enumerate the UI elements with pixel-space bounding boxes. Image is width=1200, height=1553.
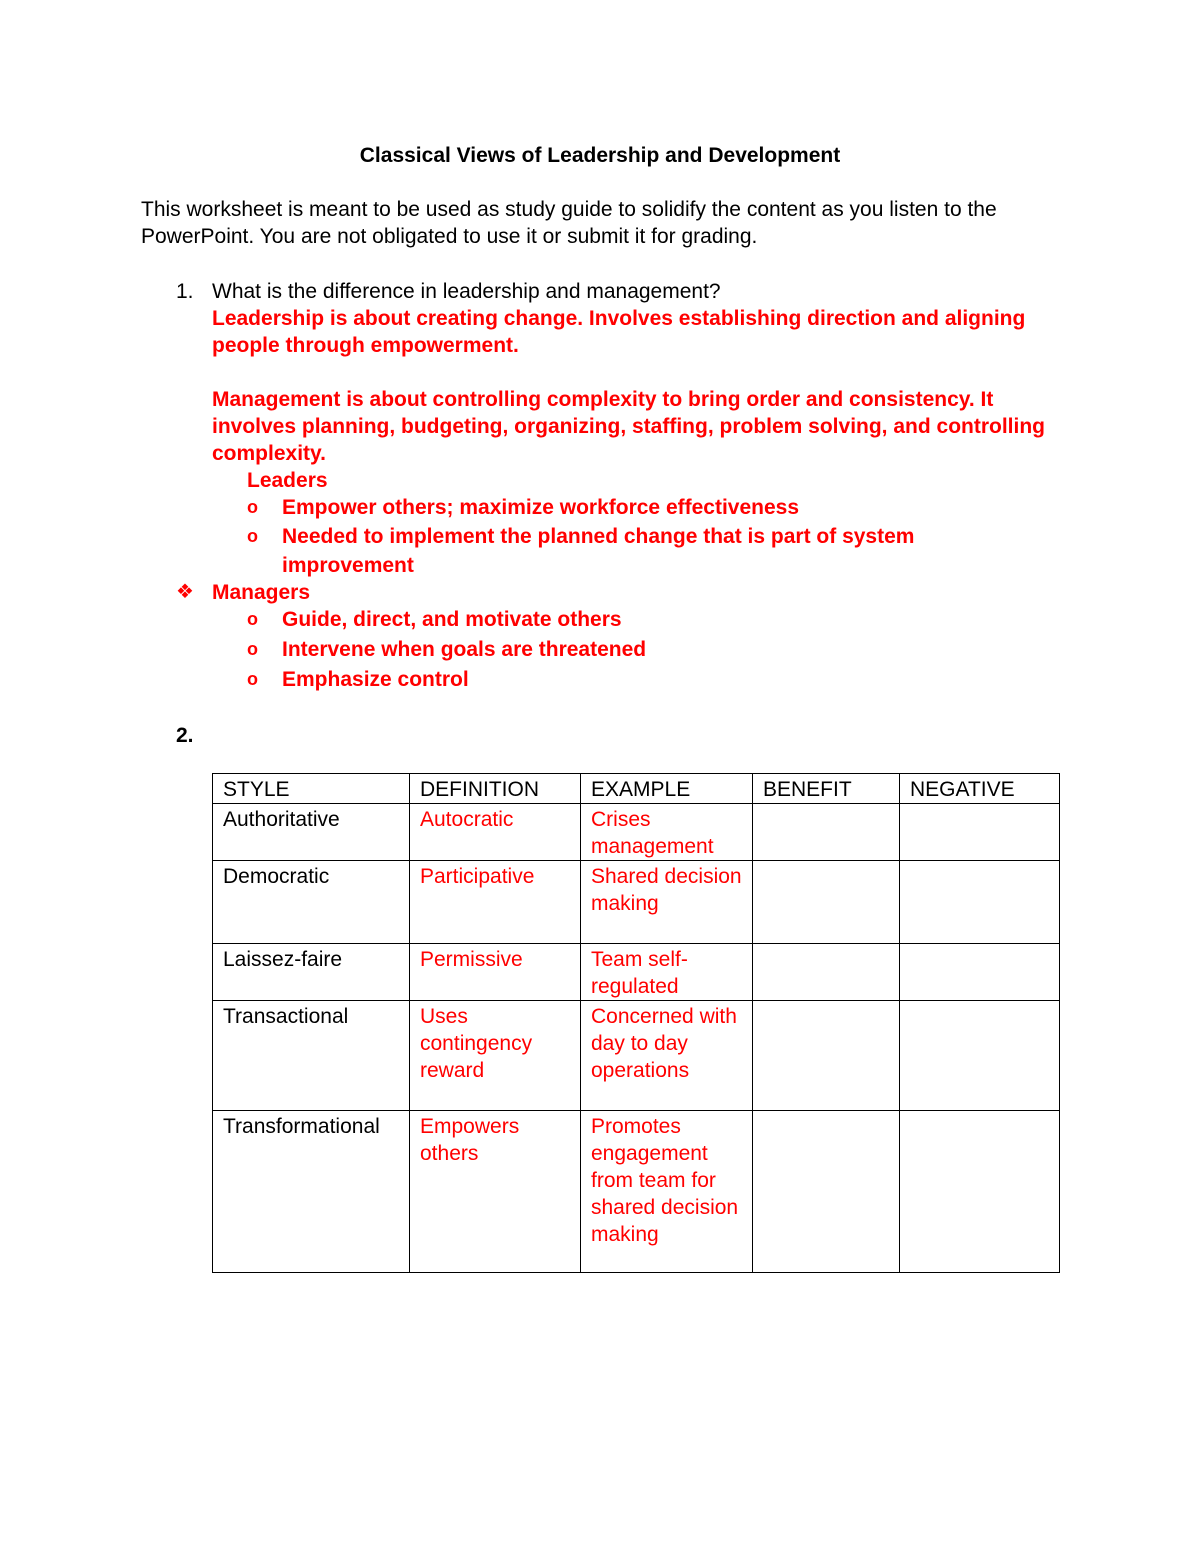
negative-cell	[900, 1001, 1060, 1111]
style-cell: Transactional	[213, 1001, 410, 1111]
answer-management: Management is about controlling complexity to bring order and consistency. It involves planning, budgeting, organizing, staffing, problem solving, and controlling complexity.	[212, 388, 1046, 465]
bullet-marker: o	[247, 526, 258, 546]
style-cell: Laissez-faire	[213, 944, 410, 1001]
negative-cell	[900, 804, 1060, 861]
managers-bullet-item	[247, 665, 1047, 694]
bullet-marker: o	[247, 497, 258, 517]
negative-cell	[900, 861, 1060, 944]
bullet-text: Guide, direct, and motivate others	[282, 608, 622, 631]
definition-cell: Empowers others	[410, 1111, 581, 1273]
bullet-text: Needed to implement the planned change that is part of system improvement	[282, 525, 915, 577]
bullet-text: Intervene when goals are threatened	[282, 638, 647, 661]
definition-cell: Uses contingency reward	[410, 1001, 581, 1111]
definition-cell: Permissive	[410, 944, 581, 1001]
benefit-cell	[753, 804, 900, 861]
table-row	[213, 861, 1060, 944]
benefit-cell	[753, 1001, 900, 1111]
intro-paragraph: This worksheet is meant to be used as study guide to solidify the content as you listen to the PowerPoint. You are not obligated to use it or submit it for grading.	[141, 198, 997, 248]
question-2-number: 2.	[176, 724, 194, 747]
example-cell: Concerned with day to day operations	[581, 1001, 753, 1111]
bullet-text: Empower others; maximize workforce effectiveness	[282, 496, 800, 519]
definition-cell: Autocratic	[410, 804, 581, 861]
table-row	[213, 1111, 1060, 1273]
example-cell: Crises management	[581, 804, 753, 861]
style-cell: Transformational	[213, 1111, 410, 1273]
example-cell: Promotes engagement from team for shared decision making	[581, 1111, 753, 1273]
table-row	[213, 944, 1060, 1001]
diamond-bullet-icon: ❖	[176, 581, 194, 603]
example-cell: Team self-regulated	[581, 944, 753, 1001]
column-header-definition: DEFINITION	[410, 774, 581, 804]
leadership-styles-table	[212, 773, 1060, 1273]
negative-cell	[900, 944, 1060, 1001]
table-row	[213, 1001, 1060, 1111]
managers-heading: Managers	[212, 581, 311, 604]
definition-cell: Participative	[410, 861, 581, 944]
managers-bullet-item	[247, 635, 1047, 664]
benefit-cell	[753, 1111, 900, 1273]
bullet-marker: o	[247, 609, 258, 629]
benefit-cell	[753, 944, 900, 1001]
question-1-text: What is the difference in leadership and management?	[212, 280, 721, 303]
table-row	[213, 804, 1060, 861]
bullet-marker: o	[247, 639, 258, 659]
leaders-bullet-item	[247, 493, 1047, 522]
answer-leadership: Leadership is about creating change. Involves establishing direction and aligning people through empowerment.	[212, 307, 1026, 357]
example-cell: Shared decision making	[581, 861, 753, 944]
column-header-negative: NEGATIVE	[900, 774, 1060, 804]
column-header-benefit: BENEFIT	[753, 774, 900, 804]
table-header-row	[213, 774, 1060, 804]
leaders-bullet-item	[247, 522, 1047, 580]
leaders-heading: Leaders	[247, 469, 328, 492]
style-cell: Authoritative	[213, 804, 410, 861]
managers-bullet-item	[247, 605, 1047, 634]
column-header-example: EXAMPLE	[581, 774, 753, 804]
bullet-marker: o	[247, 669, 258, 689]
question-1-number: 1.	[176, 280, 194, 303]
column-header-style: STYLE	[213, 774, 410, 804]
benefit-cell	[753, 861, 900, 944]
style-cell: Democratic	[213, 861, 410, 944]
bullet-text: Emphasize control	[282, 668, 469, 691]
page-title: Classical Views of Leadership and Development	[359, 144, 841, 167]
negative-cell	[900, 1111, 1060, 1273]
